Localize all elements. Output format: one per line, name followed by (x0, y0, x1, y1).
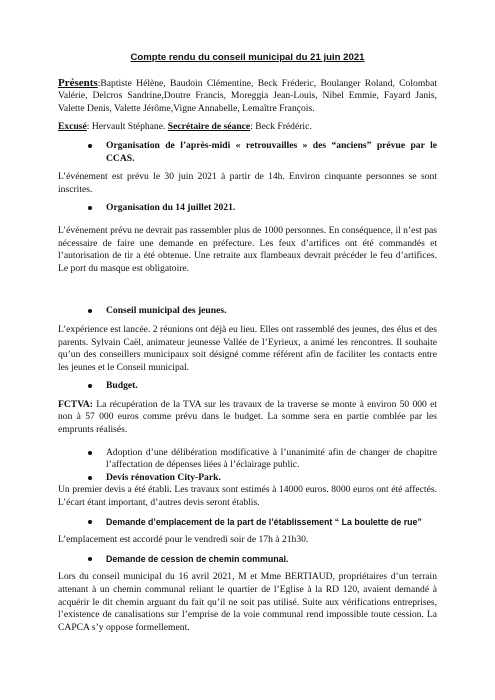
bullet-icon (88, 309, 92, 313)
section-heading-ccas (58, 140, 437, 165)
section-text-cession: Lors du conseil municipal du 16 avril 2021, M et Mme BERTIAUD, propriétaires d’un terrain attenant à un chemin communal reliant le quartier de l’Eglise à la RD 120, avaient demandé à acquérir le dit chemin arguant du fait qu’il ne soit pas utilisé. Suite aux vérifications entreprises, l’existence de canalisations sur l’emprise de la voie communal rend impossible toute cession. La CAPCA s’y oppose formellement. (58, 571, 437, 633)
presents-label: Présents (58, 76, 98, 89)
section-text-ccas: L’événement est prévu le 30 juin 2021 à partir de 14h. Environ cinquante personnes se sont inscrites. (58, 171, 437, 195)
secretaire-label: Secrétaire de séance (167, 121, 251, 133)
section-heading-conseil-jeunes (58, 305, 437, 318)
secretaire-value: : Beck Frédéric. (250, 121, 312, 133)
fctva-label: FCTVA: (58, 398, 94, 410)
bullet-icon (88, 557, 92, 561)
section-text-conseil-jeunes: L’expérience est lancée. 2 réunions ont déjà eu lieu. Elles ont rassemblé des jeunes, des élus et des parents. Sylvain Caël, animateur jeunesse Vallée de l’Eyrieux, a animé les rencontres. Il souhaite qu’un des conseillers municipaux soit désigné comme référent afin de faciliter les contacts entre les jeunes et le Conseil municipal. (58, 323, 437, 373)
bullet-icon (88, 144, 92, 148)
section-heading-text: Conseil municipal des jeunes. (106, 305, 227, 317)
section-heading-text: Organisation du 14 juillet 2021. (106, 202, 236, 214)
bullet-icon (88, 451, 92, 455)
presents-names: :Baptiste Hélène, Baudoin Clémentine, Beck Fréderic, Boulanger Roland, Colombat Valérie, Delcros Sandrine,Doutre Francis, Moreggia Jean-Louis, Nibel Emmie, Fayard Janis, Valette Denis, Valette Jérôme,Vigne Annabelle, Lemaître François. (58, 77, 437, 114)
budget-item (58, 447, 437, 472)
bullet-icon (88, 206, 92, 210)
section-heading-text: Budget. (106, 380, 138, 392)
page-title: Compte rendu du conseil municipal du 21 juin 2021 (130, 52, 365, 63)
bullet-icon (88, 384, 92, 388)
excuse-label: Excusé (58, 121, 87, 133)
fctva-text: La récupération de la TVA sur les travaux de la traverse se monte à environ 50 000 et non à 57 000 euros comme prévu dans le budget. La somme sera en partie comblée par les emprunts réalisés. (58, 398, 437, 436)
excuse-value: : Hervault Stéphane. (86, 121, 166, 133)
section-heading-text: Demande d’emplacement de la part de l’établissement “ La boulette de rue” (106, 516, 422, 527)
section-text-city-park: Un premier devis a été établi. Les travaux sont estimés à 14000 euros. 8000 euros ont été affectés. L’écart étant important, d’autres devis seront établis. (58, 484, 437, 509)
section-heading-budget (58, 380, 437, 393)
section-heading-text: Devis rénovation City-Park. (106, 471, 221, 483)
bullet-icon (88, 520, 92, 524)
section-heading-city-park (58, 472, 437, 485)
section-text-14-juillet: L’événement prévu ne devrait pas rassembler plus de 1000 personnes. En conséquence, il n’est pas nécessaire de faire une demande en préfecture. Les feux d’artifices ont été commandés et l’autorisation de tir a été obtenue. Une retraite aux flambeaux devrait précéder le feu d’artifices. Le port du masque est obligatoire. (58, 224, 438, 274)
section-heading-text: Demande de cession de chemin communal. (106, 553, 289, 564)
presents-paragraph (58, 77, 437, 116)
bullet-icon (88, 476, 92, 480)
section-heading-text: Organisation de l’après-midi « retrouvailles » des “anciens” prévue par le CCAS. (106, 139, 437, 164)
budget-item-text: Adoption d’une délibération modificative à l’unanimité afin de changer de chapitre l’affectation de dépenses liées à l’éclairage public. (106, 446, 437, 471)
section-heading-emplacement (58, 516, 437, 529)
section-heading-14-juillet (58, 202, 437, 215)
section-text-budget (58, 399, 437, 437)
section-text-emplacement: L’emplacement est accordé pour le vendredi soir de 17h à 21h30. (58, 534, 309, 546)
excuse-paragraph (58, 121, 437, 134)
section-heading-cession (58, 553, 437, 566)
